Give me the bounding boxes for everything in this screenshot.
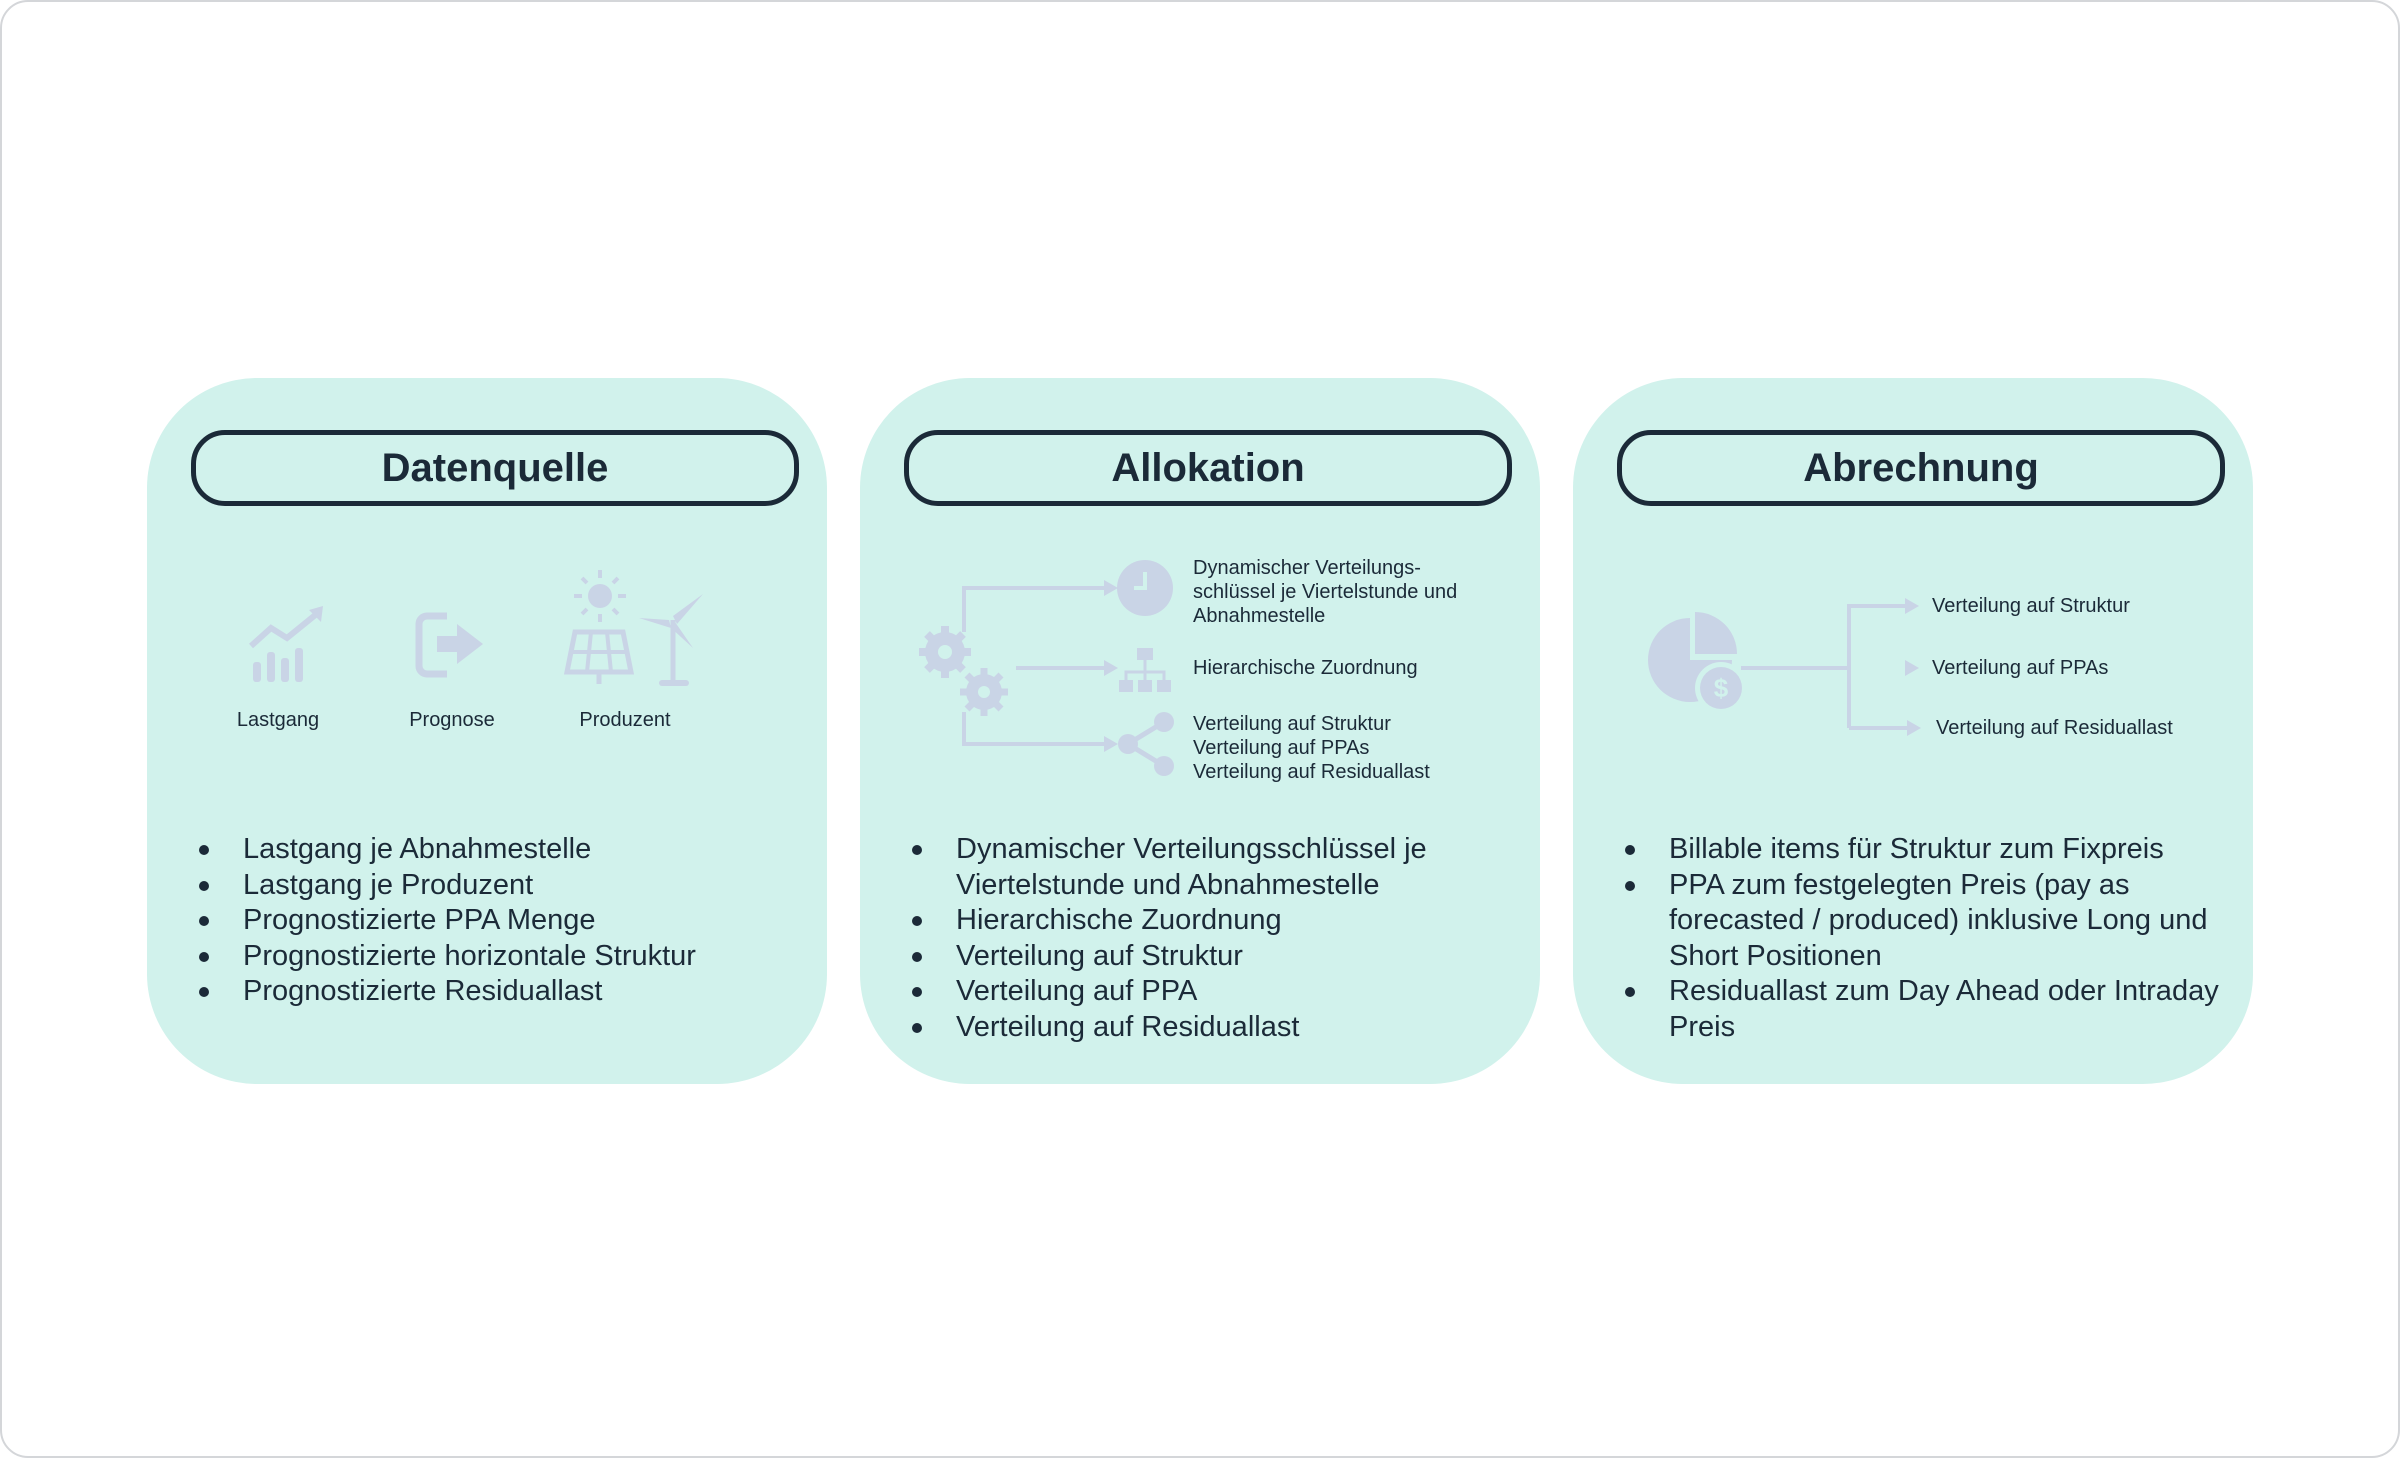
card-title: Abrechnung xyxy=(1803,445,2039,490)
flow-arrows xyxy=(964,580,1118,752)
hierarchy-icon xyxy=(1119,648,1171,692)
card-title: Allokation xyxy=(1111,445,1305,490)
list-item: Verteilung auf Residuallast xyxy=(956,1010,1516,1046)
branch-label-ppas: Verteilung auf PPAs xyxy=(1932,657,2109,679)
bullet-list xyxy=(199,832,696,1010)
branch-label-struktur: Verteilung auf Struktur xyxy=(1932,595,2130,617)
list-item: Lastgang je Produzent xyxy=(243,868,696,904)
list-item: Dynamischer Verteilungsschlüssel je Viertelstunde und Abnahmestelle xyxy=(956,832,1516,903)
bullet-list xyxy=(1625,832,2229,1045)
solar-wind-icon xyxy=(567,570,703,686)
list-item: Residuallast zum Day Ahead oder Intraday Preis xyxy=(1669,974,2229,1045)
flow-arrows xyxy=(1741,598,1921,736)
clock-icon xyxy=(1117,560,1173,616)
branch-label-hierarchie: Hierarchische Zuordnung xyxy=(1193,657,1418,679)
datenquelle-diagram xyxy=(147,548,827,798)
list-item: Lastgang je Abnahmestelle xyxy=(243,832,696,868)
gears-icon xyxy=(919,626,1008,716)
pie-dollar-icon xyxy=(1648,612,1747,714)
share-icon xyxy=(1118,712,1174,776)
list-item: Verteilung auf Struktur xyxy=(956,939,1516,975)
list-item: Hierarchische Zuordnung xyxy=(956,903,1516,939)
branch-label-residuallast: Verteilung auf Residuallast xyxy=(1936,717,2173,739)
card-title-pill xyxy=(191,430,799,506)
allokation-diagram xyxy=(860,548,1540,798)
icon-label-lastgang: Lastgang xyxy=(236,709,320,731)
icon-label-produzent: Produzent xyxy=(579,709,671,731)
card-title-pill xyxy=(904,430,1512,506)
card-title: Datenquelle xyxy=(381,445,609,490)
list-item: Prognostizierte PPA Menge xyxy=(243,903,696,939)
list-item: Prognostizierte horizontale Struktur xyxy=(243,939,696,975)
list-item: Prognostizierte Residuallast xyxy=(243,974,696,1010)
branch-label-verteilung: Dynamischer Verteilungs- schlüssel je Viertelstunde und Abnahmestelle xyxy=(1193,557,1458,627)
list-item: PPA zum festgelegten Preis (pay as forecasted / produced) inklusive Long und Short Positionen xyxy=(1669,868,2229,975)
svg-text:$: $ xyxy=(1713,673,1729,703)
abrechnung-diagram xyxy=(1573,548,2253,798)
card-datenquelle xyxy=(147,378,827,1084)
card-allokation xyxy=(860,378,1540,1084)
list-item: Verteilung auf PPA xyxy=(956,974,1516,1010)
forecast-icon xyxy=(419,616,483,674)
bullet-list xyxy=(912,832,1516,1045)
list-item: Billable items für Struktur zum Fixpreis xyxy=(1669,832,2229,868)
card-title-pill xyxy=(1617,430,2225,506)
chart-icon xyxy=(251,606,323,682)
branch-label-struktur: Verteilung auf Struktur Verteilung auf PPAs Verteilung auf Residuallast xyxy=(1193,713,1430,783)
icon-label-prognose: Prognose xyxy=(409,709,495,731)
card-abrechnung xyxy=(1573,378,2253,1084)
